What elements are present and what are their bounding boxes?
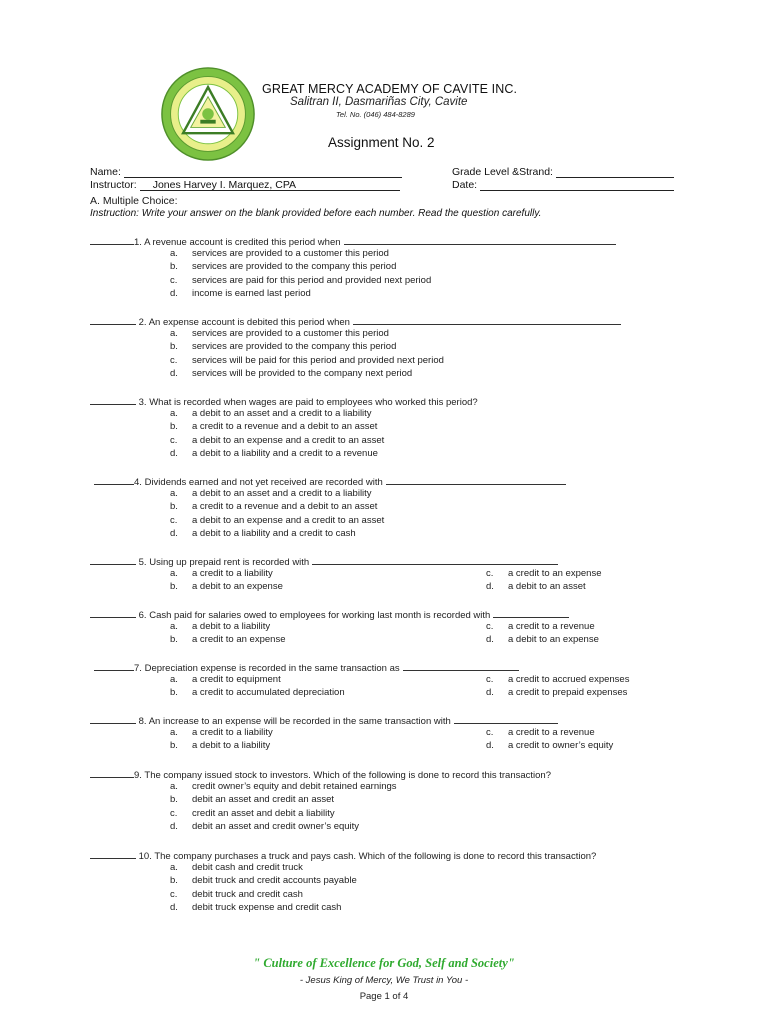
question-text: What is recorded when wages are paid to employees who worked this period? [149, 397, 478, 408]
name-label: Name: [90, 166, 121, 178]
choice: a. a credit to a liability [170, 568, 273, 579]
answer-blank[interactable] [94, 661, 134, 671]
date-field [452, 179, 674, 191]
choice: d. a debit to an expense [486, 634, 599, 645]
assignment-title: Assignment No. 2 [328, 135, 435, 150]
answer-blank[interactable] [90, 555, 136, 565]
answer-blank[interactable] [90, 235, 134, 245]
choice: d. services will be provided to the company next period [170, 368, 413, 379]
question-fill-blank [493, 608, 569, 618]
choice: a. a credit to a liability [170, 727, 273, 738]
choice: a. a credit to equipment [170, 674, 281, 685]
question-number: 6. [138, 610, 147, 621]
question-fill-blank [312, 555, 558, 565]
question-number: 8. [138, 716, 147, 727]
instructor-blank[interactable]: Jones Harvey I. Marquez, CPA [140, 180, 400, 191]
school-name: GREAT MERCY ACADEMY OF CAVITE INC. [262, 82, 518, 96]
choice: a. services are provided to a customer this period [170, 328, 389, 339]
choice: a. credit owner’s equity and debit retained earnings [170, 781, 397, 792]
choice: c. a debit to an expense and a credit to an asset [170, 435, 385, 446]
school-seal-icon [160, 66, 256, 162]
question-stem [90, 849, 596, 862]
question-number: 2. [138, 317, 147, 328]
name-field [90, 166, 402, 178]
choice: b. a credit to an expense [170, 634, 286, 645]
page-number: Page 1 of 4 [359, 991, 409, 1002]
answer-blank[interactable] [94, 475, 134, 485]
instructor-field [90, 179, 400, 191]
question-stem [90, 395, 478, 408]
question-text: Dividends earned and not yet received are recorded with [144, 477, 383, 488]
answer-blank[interactable] [90, 315, 136, 325]
choice: b. a debit to an expense [170, 581, 283, 592]
question-stem [90, 608, 569, 621]
section-title: A. Multiple Choice: [90, 195, 178, 207]
choice: d. debit an asset and credit owner’s equity [170, 821, 360, 832]
question-stem [90, 714, 558, 727]
choice: b. services are provided to the company this period [170, 341, 397, 352]
choice: b. debit an asset and credit an asset [170, 794, 335, 805]
choice: c. services are paid for this period and provided next period [170, 275, 432, 286]
question-text: Depreciation expense is recorded in the same transaction as [144, 663, 400, 674]
answer-blank[interactable] [90, 395, 136, 405]
choice: c. a credit to a revenue [486, 621, 595, 632]
choice: b. a credit to a revenue and a debit to an asset [170, 501, 378, 512]
choice: d. a credit to owner’s equity [486, 740, 614, 751]
school-address: Salitran II, Dasmariñas City, Cavite [290, 96, 468, 108]
choice: d. debit truck expense and credit cash [170, 902, 342, 913]
question-fill-blank [344, 235, 616, 245]
grade-blank[interactable] [556, 167, 674, 178]
question-number: 1. [134, 237, 142, 248]
answer-blank[interactable] [90, 849, 136, 859]
choice: a. a debit to a liability [170, 621, 271, 632]
choice: a. a debit to an asset and a credit to a liability [170, 408, 372, 419]
choice: d. income is earned last period [170, 288, 311, 299]
choice: d. a debit to a liability and a credit to a revenue [170, 448, 378, 459]
question-text: Using up prepaid rent is recorded with [149, 557, 310, 568]
grade-label: Grade Level &Strand: [452, 166, 553, 178]
instruction-text: Instruction: Write your answer on the blank provided before each number. Read the question carefully. [90, 208, 542, 219]
choice: c. credit an asset and debit a liability [170, 808, 335, 819]
date-blank[interactable] [480, 180, 674, 191]
question-number: 3. [138, 397, 147, 408]
choice: b. a credit to accumulated depreciation [170, 687, 345, 698]
question-text: Cash paid for salaries owed to employees for working last month is recorded with [149, 610, 491, 621]
question-stem [90, 555, 558, 568]
instructor-label: Instructor: [90, 179, 137, 191]
school-motto: " Culture of Excellence for God, Self and Society" [253, 956, 515, 970]
date-label: Date: [452, 179, 478, 191]
question-text: The company issued stock to investors. Which of the following is done to record this transaction? [144, 770, 551, 781]
question-stem [90, 315, 621, 328]
choice: c. a credit to an expense [486, 568, 602, 579]
question-number: 4. [134, 477, 142, 488]
choice: b. services are provided to the company this period [170, 261, 397, 272]
school-telephone: Tel. No. (046) 484-8289 [336, 110, 415, 119]
choice: c. a credit to accrued expenses [486, 674, 630, 685]
choice: b. a debit to a liability [170, 740, 271, 751]
question-fill-blank [454, 714, 558, 724]
answer-blank[interactable] [90, 608, 136, 618]
question-text: The company purchases a truck and pays cash. Which of the following is done to record this transaction? [154, 851, 597, 862]
choice: b. debit truck and credit accounts payable [170, 875, 357, 886]
choice: d. a debit to an asset [486, 581, 586, 592]
choice: d. a credit to prepaid expenses [486, 687, 628, 698]
question-stem [94, 475, 566, 488]
question-text: An expense account is debited this period when [148, 317, 350, 328]
answer-blank[interactable] [90, 768, 134, 778]
choice: a. services are provided to a customer this period [170, 248, 389, 259]
choice: c. services will be paid for this period and provided next period [170, 355, 444, 366]
question-number: 7. [134, 663, 142, 674]
choice: a. debit cash and credit truck [170, 862, 303, 873]
question-number: 5. [138, 557, 147, 568]
question-fill-blank [353, 315, 621, 325]
choice: a. a debit to an asset and a credit to a liability [170, 488, 372, 499]
choice: d. a debit to a liability and a credit to cash [170, 528, 356, 539]
choice: b. a credit to a revenue and a debit to an asset [170, 421, 378, 432]
question-number: 10. [138, 851, 152, 862]
question-text: A revenue account is credited this period when [144, 237, 341, 248]
question-stem [94, 661, 519, 674]
answer-blank[interactable] [90, 714, 136, 724]
choice: c. a credit to a revenue [486, 727, 595, 738]
question-stem [90, 768, 551, 781]
footer-tagline: - Jesus King of Mercy, We Trust in You - [299, 975, 469, 986]
question-stem [90, 235, 616, 248]
name-blank[interactable] [124, 167, 402, 178]
grade-field [452, 166, 674, 178]
choice: c. a debit to an expense and a credit to an asset [170, 515, 385, 526]
question-fill-blank [386, 475, 566, 485]
question-number: 9. [134, 770, 142, 781]
question-text: An increase to an expense will be recorded in the same transaction with [148, 716, 451, 727]
question-fill-blank [403, 661, 519, 671]
choice: c. debit truck and credit cash [170, 889, 303, 900]
